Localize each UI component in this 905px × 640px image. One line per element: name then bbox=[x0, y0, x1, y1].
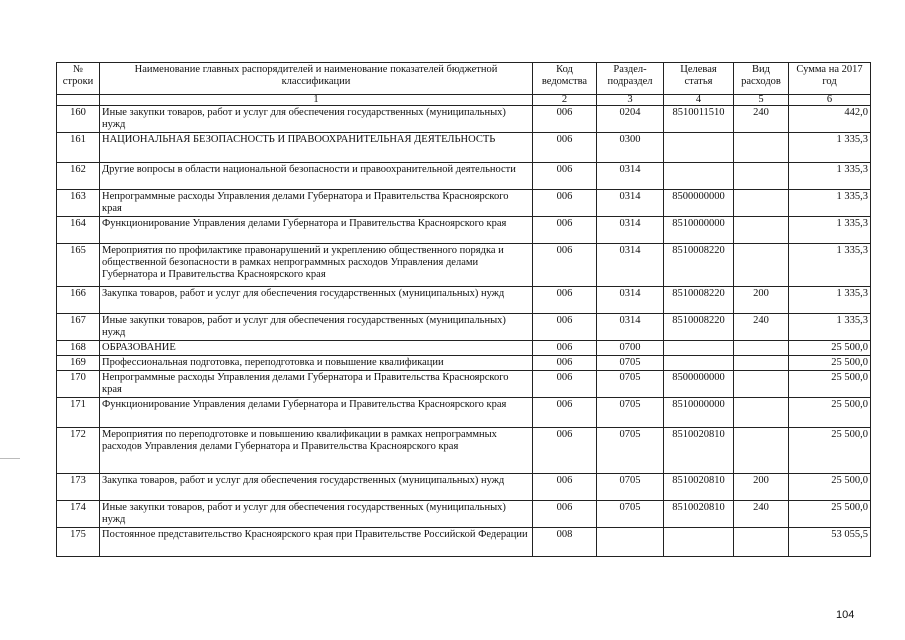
budget-table bbox=[56, 62, 871, 557]
table-row bbox=[57, 133, 871, 163]
row-number: 162 bbox=[57, 163, 100, 190]
section-code: 0700 bbox=[597, 341, 664, 356]
expense-type: 240 bbox=[734, 501, 789, 528]
row-number: 168 bbox=[57, 341, 100, 356]
target-code: 8510000000 bbox=[664, 398, 734, 428]
table-row bbox=[57, 217, 871, 244]
header-number-row bbox=[57, 95, 871, 106]
row-sum: 1 335,3 bbox=[789, 163, 871, 190]
target-code: 8510020810 bbox=[664, 428, 734, 474]
expense-type bbox=[734, 244, 789, 287]
table-body bbox=[57, 106, 871, 557]
row-name: Закупка товаров, работ и услуг для обеспечения государственных (муниципальных) нужд bbox=[100, 287, 533, 314]
dept-code: 006 bbox=[533, 371, 597, 398]
row-number: 164 bbox=[57, 217, 100, 244]
table-row bbox=[57, 190, 871, 217]
row-number: 165 bbox=[57, 244, 100, 287]
row-sum: 25 500,0 bbox=[789, 398, 871, 428]
expense-type: 240 bbox=[734, 314, 789, 341]
expense-type: 200 bbox=[734, 287, 789, 314]
section-code: 0705 bbox=[597, 501, 664, 528]
header-number: 3 bbox=[597, 95, 664, 106]
target-code: 8510008220 bbox=[664, 314, 734, 341]
row-sum: 25 500,0 bbox=[789, 356, 871, 371]
row-number: 160 bbox=[57, 106, 100, 133]
expense-type bbox=[734, 371, 789, 398]
row-name: ОБРАЗОВАНИЕ bbox=[100, 341, 533, 356]
row-sum: 53 055,5 bbox=[789, 528, 871, 557]
section-code: 0314 bbox=[597, 287, 664, 314]
row-sum: 1 335,3 bbox=[789, 244, 871, 287]
header-number: 1 bbox=[100, 95, 533, 106]
row-sum: 1 335,3 bbox=[789, 133, 871, 163]
table-row bbox=[57, 501, 871, 528]
dept-code: 006 bbox=[533, 474, 597, 501]
expense-type bbox=[734, 190, 789, 217]
table-row bbox=[57, 163, 871, 190]
target-code bbox=[664, 356, 734, 371]
dept-code: 006 bbox=[533, 133, 597, 163]
target-code bbox=[664, 528, 734, 557]
target-code: 8510011510 bbox=[664, 106, 734, 133]
section-code: 0705 bbox=[597, 356, 664, 371]
section-code: 0705 bbox=[597, 474, 664, 501]
table-row bbox=[57, 398, 871, 428]
row-number: 166 bbox=[57, 287, 100, 314]
dept-code: 006 bbox=[533, 217, 597, 244]
row-name: Иные закупки товаров, работ и услуг для обеспечения государственных (муниципальных) нужд bbox=[100, 314, 533, 341]
target-code bbox=[664, 163, 734, 190]
section-code: 0300 bbox=[597, 133, 664, 163]
row-name: НАЦИОНАЛЬНАЯ БЕЗОПАСНОСТЬ И ПРАВООХРАНИТЕЛЬНАЯ ДЕЯТЕЛЬНОСТЬ bbox=[100, 133, 533, 163]
row-name: Мероприятия по профилактике правонарушений и укреплению общественного порядка и общественной безопасности в рамках непрограммных расходов Управления делами Губернатора и Правительства Красноярского края bbox=[100, 244, 533, 287]
section-code: 0314 bbox=[597, 217, 664, 244]
row-sum: 1 335,3 bbox=[789, 314, 871, 341]
row-name: Непрограммные расходы Управления делами Губернатора и Правительства Красноярского края bbox=[100, 371, 533, 398]
target-code bbox=[664, 133, 734, 163]
row-number: 163 bbox=[57, 190, 100, 217]
header-section: Раздел-подраздел bbox=[597, 63, 664, 95]
expense-type bbox=[734, 356, 789, 371]
expense-type bbox=[734, 398, 789, 428]
header-number-blank bbox=[57, 95, 100, 106]
table-row bbox=[57, 371, 871, 398]
row-sum: 442,0 bbox=[789, 106, 871, 133]
section-code: 0314 bbox=[597, 244, 664, 287]
expense-type bbox=[734, 428, 789, 474]
header-dept-code: Код ведомства bbox=[533, 63, 597, 95]
dept-code: 006 bbox=[533, 428, 597, 474]
table-row bbox=[57, 341, 871, 356]
table-row bbox=[57, 474, 871, 501]
target-code: 8500000000 bbox=[664, 190, 734, 217]
row-number: 161 bbox=[57, 133, 100, 163]
target-code: 8510008220 bbox=[664, 244, 734, 287]
expense-type bbox=[734, 341, 789, 356]
dept-code: 006 bbox=[533, 341, 597, 356]
table-row bbox=[57, 528, 871, 557]
row-sum: 25 500,0 bbox=[789, 474, 871, 501]
table-row bbox=[57, 428, 871, 474]
header-number: 4 bbox=[664, 95, 734, 106]
row-sum: 25 500,0 bbox=[789, 501, 871, 528]
header-expense-type: Вид расходов bbox=[734, 63, 789, 95]
dept-code: 006 bbox=[533, 398, 597, 428]
target-code bbox=[664, 341, 734, 356]
row-sum: 25 500,0 bbox=[789, 428, 871, 474]
dept-code: 006 bbox=[533, 163, 597, 190]
expense-type: 200 bbox=[734, 474, 789, 501]
row-number: 174 bbox=[57, 501, 100, 528]
header-number: 5 bbox=[734, 95, 789, 106]
section-code: 0705 bbox=[597, 398, 664, 428]
target-code: 8510008220 bbox=[664, 287, 734, 314]
row-number: 171 bbox=[57, 398, 100, 428]
header-sum: Сумма на 2017 год bbox=[789, 63, 871, 95]
expense-type bbox=[734, 163, 789, 190]
expense-type bbox=[734, 133, 789, 163]
row-name: Закупка товаров, работ и услуг для обеспечения государственных (муниципальных) нужд bbox=[100, 474, 533, 501]
expense-type bbox=[734, 528, 789, 557]
section-code: 0314 bbox=[597, 190, 664, 217]
row-name: Постоянное представительство Красноярского края при Правительстве Российской Федерации bbox=[100, 528, 533, 557]
row-name: Другие вопросы в области национальной безопасности и правоохранительной деятельности bbox=[100, 163, 533, 190]
target-code: 8510020810 bbox=[664, 501, 734, 528]
row-number: 167 bbox=[57, 314, 100, 341]
row-sum: 1 335,3 bbox=[789, 217, 871, 244]
row-name: Иные закупки товаров, работ и услуг для обеспечения государственных (муниципальных) нужд bbox=[100, 501, 533, 528]
dept-code: 006 bbox=[533, 106, 597, 133]
table-row bbox=[57, 244, 871, 287]
row-sum: 1 335,3 bbox=[789, 190, 871, 217]
dept-code: 006 bbox=[533, 314, 597, 341]
table-row bbox=[57, 106, 871, 133]
header-row bbox=[57, 63, 871, 95]
dept-code: 006 bbox=[533, 356, 597, 371]
table-row bbox=[57, 356, 871, 371]
target-code: 8500000000 bbox=[664, 371, 734, 398]
margin-mark bbox=[0, 458, 20, 459]
dept-code: 006 bbox=[533, 244, 597, 287]
dept-code: 008 bbox=[533, 528, 597, 557]
budget-table-sheet bbox=[56, 62, 870, 557]
row-sum: 25 500,0 bbox=[789, 341, 871, 356]
header-number: 2 bbox=[533, 95, 597, 106]
expense-type bbox=[734, 217, 789, 244]
row-sum: 25 500,0 bbox=[789, 371, 871, 398]
row-number: 173 bbox=[57, 474, 100, 501]
dept-code: 006 bbox=[533, 287, 597, 314]
target-code: 8510000000 bbox=[664, 217, 734, 244]
table-row bbox=[57, 287, 871, 314]
row-number: 170 bbox=[57, 371, 100, 398]
header-number: 6 bbox=[789, 95, 871, 106]
expense-type: 240 bbox=[734, 106, 789, 133]
row-name: Непрограммные расходы Управления делами Губернатора и Правительства Красноярского края bbox=[100, 190, 533, 217]
row-number: 172 bbox=[57, 428, 100, 474]
dept-code: 006 bbox=[533, 501, 597, 528]
row-number: 175 bbox=[57, 528, 100, 557]
header-row-number: № строки bbox=[57, 63, 100, 95]
row-name: Мероприятия по переподготовке и повышению квалификации в рамках непрограммных расходов Управления делами Губернатора и Правительства Красноярского края bbox=[100, 428, 533, 474]
section-code: 0204 bbox=[597, 106, 664, 133]
section-code: 0314 bbox=[597, 163, 664, 190]
row-number: 169 bbox=[57, 356, 100, 371]
row-name: Иные закупки товаров, работ и услуг для обеспечения государственных (муниципальных) нужд bbox=[100, 106, 533, 133]
row-name: Функционирование Управления делами Губернатора и Правительства Красноярского края bbox=[100, 217, 533, 244]
row-sum: 1 335,3 bbox=[789, 287, 871, 314]
section-code: 0314 bbox=[597, 314, 664, 341]
row-name: Функционирование Управления делами Губернатора и Правительства Красноярского края bbox=[100, 398, 533, 428]
section-code bbox=[597, 528, 664, 557]
table-row bbox=[57, 314, 871, 341]
target-code: 8510020810 bbox=[664, 474, 734, 501]
page-number: 104 bbox=[836, 609, 855, 621]
row-name: Профессиональная подготовка, переподготовка и повышение квалификации bbox=[100, 356, 533, 371]
header-target: Целевая статья bbox=[664, 63, 734, 95]
dept-code: 006 bbox=[533, 190, 597, 217]
section-code: 0705 bbox=[597, 428, 664, 474]
section-code: 0705 bbox=[597, 371, 664, 398]
header-name: Наименование главных распорядителей и наименование показателей бюджетной классификации bbox=[100, 63, 533, 95]
